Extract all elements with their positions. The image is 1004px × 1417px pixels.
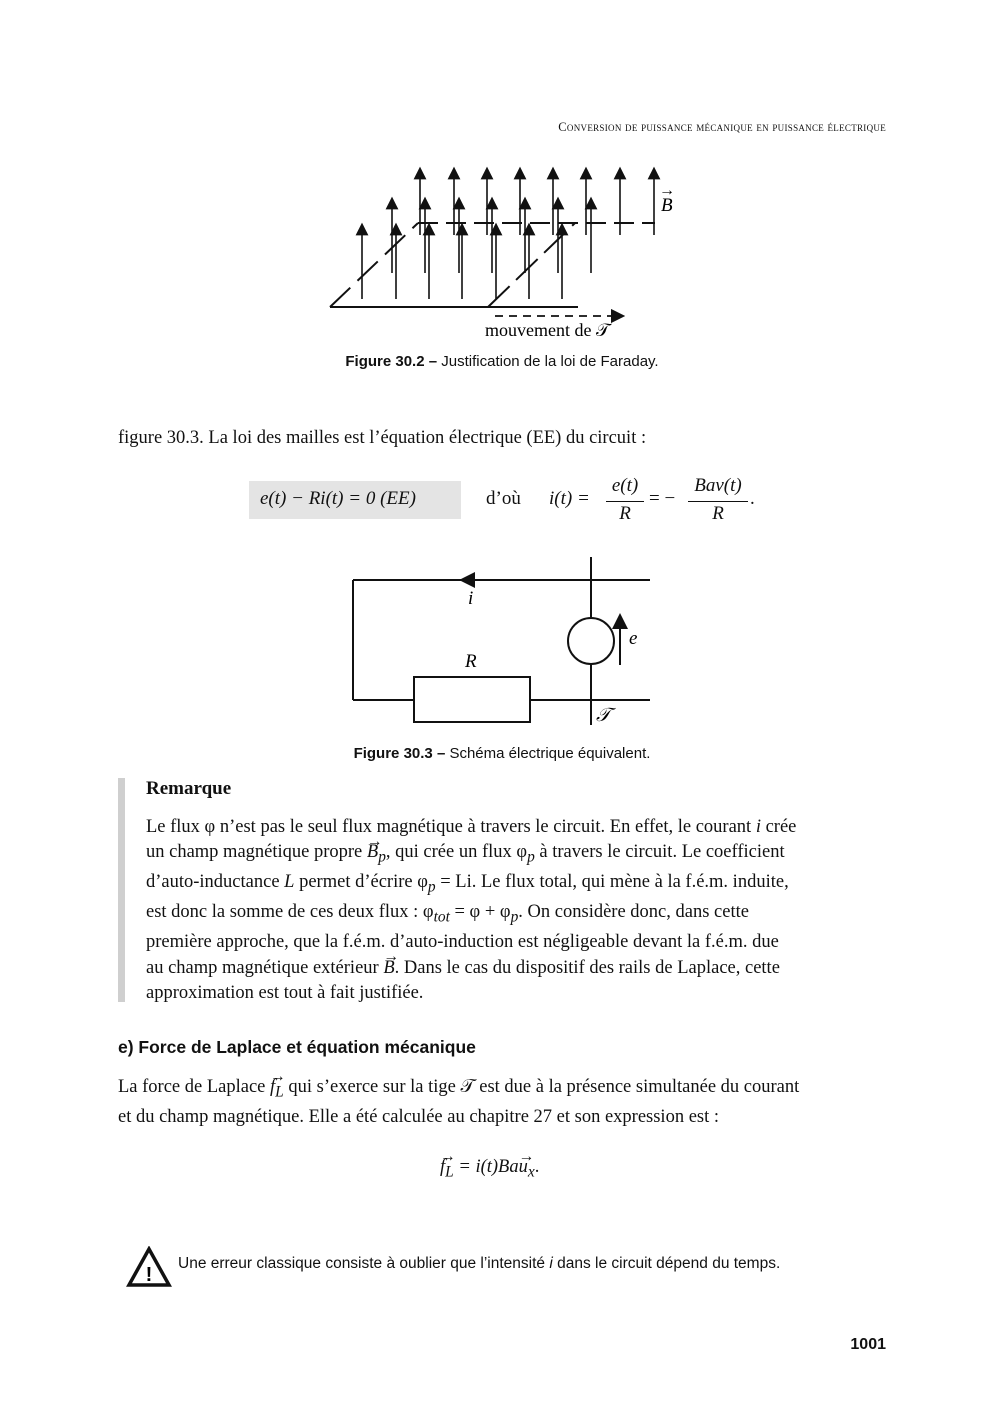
field-arrows-back xyxy=(420,173,654,235)
caption-separator: – xyxy=(436,745,446,762)
caption-number: Figure 30.2 xyxy=(345,353,425,370)
figure-30-2-caption xyxy=(200,353,804,370)
label-e: e xyxy=(629,628,638,649)
equation-mid: = − xyxy=(649,488,676,509)
fraction2-bar xyxy=(688,501,748,502)
equation-boxed: e(t) − Ri(t) = 0 (EE) xyxy=(260,488,416,509)
equation-end: . xyxy=(750,488,755,509)
warning-text: Une erreur classique consiste à oublier que l’intensité i dans le circuit dépend du temps. xyxy=(178,1255,781,1272)
remark-title: Remarque xyxy=(146,778,232,799)
caption-text: Justification de la loi de Faraday. xyxy=(441,353,659,370)
running-head: Conversion de puissance mécanique en puissance électrique xyxy=(558,120,886,134)
fraction2-denominator: R xyxy=(712,503,724,524)
fraction1-denominator: R xyxy=(619,503,631,524)
page-number: 1001 xyxy=(850,1336,886,1353)
fraction2-numerator: Bav(t) xyxy=(694,475,742,496)
equation-dou: d’où xyxy=(486,488,521,509)
figure-30-3-caption xyxy=(200,745,804,762)
label-B-arrow-icon: → xyxy=(659,182,675,199)
section-heading: e) Force de Laplace et équation mécanique xyxy=(118,1037,476,1057)
fraction1-bar xyxy=(606,501,644,502)
remark-bar xyxy=(118,778,125,1002)
resistor xyxy=(414,677,530,722)
paragraph-intro: figure 30.3. La loi des mailles est l’équation électrique (EE) du circuit : xyxy=(118,428,647,448)
remark-block xyxy=(118,778,888,1002)
label-i: i xyxy=(468,588,474,609)
field-arrows-middle xyxy=(392,203,591,273)
label-motion: mouvement de 𝒯 xyxy=(485,320,610,340)
caption-text: Schéma électrique équivalent. xyxy=(449,745,651,762)
warning-icon xyxy=(126,1246,172,1288)
label-B: B xyxy=(661,195,673,216)
emf-source xyxy=(568,618,614,664)
label-R: R xyxy=(465,651,477,672)
fraction1-numerator: e(t) xyxy=(611,475,639,496)
rail-left-diag xyxy=(330,223,418,307)
label-T: 𝒯 xyxy=(596,705,611,726)
caption-number: Figure 30.3 xyxy=(353,745,433,762)
caption-separator: – xyxy=(428,353,438,370)
figure-30-3-diagram xyxy=(340,555,660,735)
figure-30-2-diagram xyxy=(320,165,690,345)
equation-lhs: i(t) = xyxy=(549,488,590,509)
remark-body: Le flux φ n’est pas le seul flux magnétique à travers le circuit. En effet, le courant i crée un champ magnétique propre → $B_p$, qui crée un flux $\varphi_p$ à travers le circuit. Le coefficient d’auto-inductance L permet d’écrire $\varphi_p = Li$. Le flux total, qui mène à la f.é.m. induite, est donc la somme de ces deux flux : $\varphi_{tot} = \varphi + \varphi_p$. On considère donc, dans cette première approche, que la f.é.m. d’auto-induction est négligeable devant la f.é.m. due au champ magnétique extérieur → B. Dans le cas du dispositif des rails de Laplace, cette approximation est tout à fait justifiée. xyxy=(146,815,888,1006)
svg-text:!: ! xyxy=(145,1264,153,1286)
equation-laplace-force: → $f_L = i(t)Ba\to u_x$. xyxy=(440,1155,539,1185)
paragraph-laplace: La force de Laplace → $f_L$ qui s’exerce sur la tige 𝒯 est due à la présence simultanée du courant et du champ magnétique. Elle a été calculée au chapitre 27 et son expression est : xyxy=(118,1075,888,1130)
